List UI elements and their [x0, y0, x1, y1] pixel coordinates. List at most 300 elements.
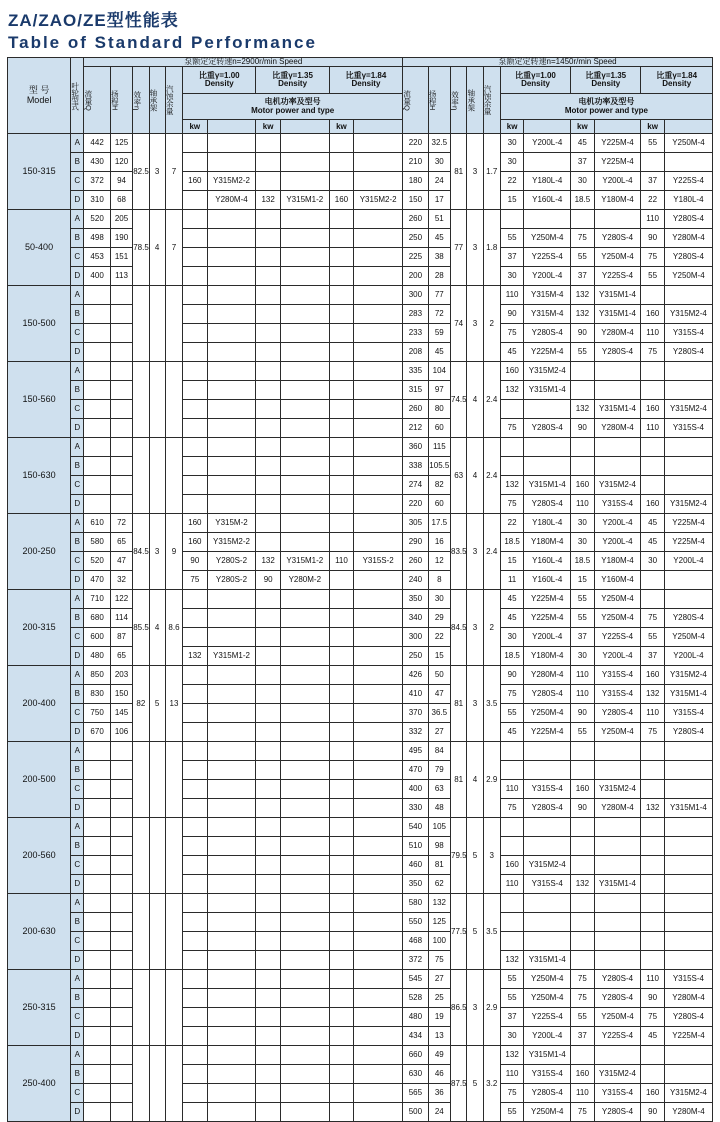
table-body — [8, 134, 713, 1122]
motor-kw-1450-2 — [571, 761, 594, 780]
motor-type-1450-2: Y225S-4 — [594, 267, 641, 286]
motor-type-2900-1 — [207, 704, 256, 723]
motor-kw-2900-1 — [183, 894, 207, 913]
motor-kw-2900-1 — [183, 286, 207, 305]
motor-type-1450-1: Y180M-4 — [524, 533, 571, 552]
npsh-1450: 1.7 — [483, 134, 500, 210]
motor-type-2900-2 — [280, 210, 329, 229]
motor-kw-1450-2: 75 — [571, 229, 594, 248]
capacity-1450: 260 — [403, 552, 428, 571]
capacity-2900 — [84, 305, 110, 324]
motor-type-2900-1 — [207, 1103, 256, 1122]
capacity-2900: 830 — [84, 685, 110, 704]
density-135-2900: 比重γ=1.35 Density — [256, 67, 329, 94]
motor-type-1450-2: Y250M-4 — [594, 590, 641, 609]
motor-type-2900-1: Y280S-2 — [207, 552, 256, 571]
motor-type-2900-2: Y315M1-2 — [280, 191, 329, 210]
table-row — [8, 913, 713, 932]
motor-type-1450-1: Y315M1-4 — [524, 1046, 571, 1065]
motor-type-1450-2: Y315M1-4 — [594, 305, 641, 324]
motor-type-2900-1 — [207, 780, 256, 799]
motor-kw-2900-2 — [256, 609, 280, 628]
motor-type-2900-1 — [207, 1065, 256, 1084]
capacity-2900: 600 — [84, 628, 110, 647]
impeller-cell: A — [71, 210, 84, 229]
motor-type-1450-3 — [664, 742, 712, 761]
motor-type-1450-3 — [664, 362, 712, 381]
motor-kw-1450-2 — [571, 856, 594, 875]
head-2900: 87 — [110, 628, 132, 647]
head-1450: 28 — [428, 267, 450, 286]
motor-type-2900-3 — [354, 913, 403, 932]
efficiency-1450: 81 — [451, 742, 467, 818]
impeller-cell: D — [71, 267, 84, 286]
capacity-1450: 630 — [403, 1065, 428, 1084]
motor-kw-2900-2 — [256, 476, 280, 495]
motor-kw-1450-3: 37 — [641, 172, 664, 191]
motor-type-2900-3 — [354, 400, 403, 419]
motor-kw-2900-3 — [329, 419, 353, 438]
motor-type-1450-3 — [664, 932, 712, 951]
motor-type-1450-1: Y225S-4 — [524, 1008, 571, 1027]
npsh-1450: 2 — [483, 590, 500, 666]
motor-kw-2900-1 — [183, 248, 207, 267]
head-1450: 24 — [428, 1103, 450, 1122]
col-bearing-2900: 轴承架 — [149, 67, 165, 134]
head-1450: 32.5 — [428, 134, 450, 153]
model-cell: 150-630 — [8, 438, 71, 514]
motor-type-2900-2 — [280, 267, 329, 286]
efficiency-1450: 86.5 — [451, 970, 467, 1046]
impeller-cell: C — [71, 476, 84, 495]
motor-type-1450-3: Y225M-4 — [664, 514, 712, 533]
motor-type-2900-3 — [354, 381, 403, 400]
motor-type-1450-2: Y180M-4 — [594, 191, 641, 210]
motor-kw-1450-1: 75 — [500, 1084, 523, 1103]
motor-type-1450-1: Y200L-4 — [524, 267, 571, 286]
motor-kw-1450-2: 90 — [571, 704, 594, 723]
motor-type-2900-1 — [207, 913, 256, 932]
motor-kw-1450-1: 45 — [500, 723, 523, 742]
head-2900 — [110, 1046, 132, 1065]
motor-kw-2900-3 — [329, 172, 353, 191]
impeller-cell: B — [71, 533, 84, 552]
head-2900 — [110, 875, 132, 894]
motor-type-2900-1 — [207, 609, 256, 628]
head-1450: 12 — [428, 552, 450, 571]
motor-type-2900-1 — [207, 248, 256, 267]
impeller-cell: B — [71, 685, 84, 704]
motor-type-1450-3 — [664, 153, 712, 172]
motor-type-2900-2 — [280, 818, 329, 837]
table-row — [8, 267, 713, 286]
motor-type-2900-2 — [280, 666, 329, 685]
efficiency-2900 — [133, 286, 149, 362]
head-1450: 60 — [428, 419, 450, 438]
motor-kw-1450-3: 160 — [641, 305, 664, 324]
motor-type-1450-1: Y250M-4 — [524, 1103, 571, 1122]
motor-type-1450-3 — [664, 438, 712, 457]
motor-kw-1450-3 — [641, 1065, 664, 1084]
npsh-1450: 2.4 — [483, 514, 500, 590]
motor-type-2900-2 — [280, 742, 329, 761]
impeller-cell: C — [71, 400, 84, 419]
head-1450: 27 — [428, 723, 450, 742]
table-row — [8, 704, 713, 723]
model-cell: 150-560 — [8, 362, 71, 438]
motor-kw-1450-2 — [571, 951, 594, 970]
capacity-1450: 180 — [403, 172, 428, 191]
motor-type-2900-2 — [280, 970, 329, 989]
motor-kw-1450-1: 110 — [500, 1065, 523, 1084]
capacity-2900: 580 — [84, 533, 110, 552]
motor-type-2900-1 — [207, 799, 256, 818]
table-row — [8, 286, 713, 305]
motor-type-2900-1 — [207, 875, 256, 894]
motor-type-1450-2 — [594, 742, 641, 761]
impeller-cell: B — [71, 1065, 84, 1084]
capacity-1450: 550 — [403, 913, 428, 932]
motor-kw-2900-1 — [183, 229, 207, 248]
motor-kw-2900-2 — [256, 210, 280, 229]
motor-kw-1450-3: 75 — [641, 248, 664, 267]
motor-kw-1450-3 — [641, 476, 664, 495]
motor-kw-2900-2 — [256, 172, 280, 191]
motor-kw-1450-1: 110 — [500, 780, 523, 799]
motor-type-1450-2: Y180M-4 — [594, 552, 641, 571]
col-capacity-1450: 流量Q — [403, 67, 428, 134]
table-row — [8, 799, 713, 818]
motor-kw-2900-3 — [329, 723, 353, 742]
motor-kw-1450-3: 132 — [641, 685, 664, 704]
efficiency-2900: 85.5 — [133, 590, 149, 666]
motor-type-2900-3 — [354, 666, 403, 685]
impeller-cell: B — [71, 609, 84, 628]
head-2900: 190 — [110, 229, 132, 248]
type-1450-3 — [664, 120, 712, 134]
impeller-cell: A — [71, 286, 84, 305]
motor-type-1450-2: Y280S-4 — [594, 970, 641, 989]
impeller-cell: A — [71, 438, 84, 457]
motor-type-2900-1 — [207, 438, 256, 457]
motor-kw-2900-1 — [183, 457, 207, 476]
motor-kw-1450-3: 132 — [641, 799, 664, 818]
motor-type-2900-2 — [280, 609, 329, 628]
motor-type-1450-3 — [664, 837, 712, 856]
impeller-cell: C — [71, 552, 84, 571]
head-1450: 72 — [428, 305, 450, 324]
motor-type-1450-2: Y200L-4 — [594, 514, 641, 533]
motor-kw-1450-3 — [641, 913, 664, 932]
capacity-1450: 300 — [403, 286, 428, 305]
bearing-2900 — [149, 286, 165, 362]
capacity-2900: 520 — [84, 210, 110, 229]
motor-kw-2900-1 — [183, 628, 207, 647]
motor-kw-1450-2: 55 — [571, 343, 594, 362]
motor-kw-2900-3 — [329, 267, 353, 286]
motor-type-1450-1: Y225M-4 — [524, 609, 571, 628]
capacity-1450: 220 — [403, 495, 428, 514]
motor-type-2900-2 — [280, 533, 329, 552]
motor-kw-1450-1 — [500, 913, 523, 932]
motor-type-2900-1: Y315M1-2 — [207, 647, 256, 666]
density-100-2900: 比重γ=1.00 Density — [183, 67, 256, 94]
motor-type-2900-3 — [354, 647, 403, 666]
motor-type-1450-1: Y280S-4 — [524, 1084, 571, 1103]
motor-type-2900-2 — [280, 153, 329, 172]
motor-kw-1450-1: 75 — [500, 799, 523, 818]
motor-kw-2900-2: 132 — [256, 191, 280, 210]
motor-type-1450-2 — [594, 894, 641, 913]
capacity-1450: 410 — [403, 685, 428, 704]
npsh-1450: 3.5 — [483, 666, 500, 742]
motor-type-2900-2 — [280, 913, 329, 932]
efficiency-2900: 84.5 — [133, 514, 149, 590]
capacity-1450: 580 — [403, 894, 428, 913]
motor-type-2900-2 — [280, 894, 329, 913]
motor-type-1450-3 — [664, 875, 712, 894]
impeller-cell: B — [71, 761, 84, 780]
head-1450: 77 — [428, 286, 450, 305]
motor-type-2900-3 — [354, 286, 403, 305]
head-2900 — [110, 305, 132, 324]
motor-kw-1450-1: 75 — [500, 685, 523, 704]
motor-kw-1450-3: 90 — [641, 989, 664, 1008]
head-1450: 45 — [428, 343, 450, 362]
motor-kw-2900-2 — [256, 514, 280, 533]
table-row — [8, 723, 713, 742]
motor-type-1450-2: Y280S-4 — [594, 1103, 641, 1122]
table-row — [8, 533, 713, 552]
capacity-1450: 150 — [403, 191, 428, 210]
motor-kw-2900-3 — [329, 400, 353, 419]
capacity-1450: 660 — [403, 1046, 428, 1065]
motor-kw-1450-3 — [641, 590, 664, 609]
bearing-2900: 5 — [149, 666, 165, 742]
head-1450: 63 — [428, 780, 450, 799]
table-row — [8, 248, 713, 267]
motor-kw-1450-1: 37 — [500, 1008, 523, 1027]
npsh-2900: 7 — [165, 210, 182, 286]
motor-type-2900-2 — [280, 400, 329, 419]
motor-kw-1450-2: 110 — [571, 685, 594, 704]
head-1450: 115 — [428, 438, 450, 457]
motor-kw-2900-3 — [329, 609, 353, 628]
motor-type-1450-3: Y280S-4 — [664, 343, 712, 362]
table-row — [8, 761, 713, 780]
motor-kw-1450-1: 55 — [500, 970, 523, 989]
motor-type-2900-3: Y315S-2 — [354, 552, 403, 571]
motor-type-2900-2 — [280, 1065, 329, 1084]
col-head-1450: 扬程H — [428, 67, 450, 134]
impeller-cell: A — [71, 818, 84, 837]
motor-type-2900-3 — [354, 970, 403, 989]
motor-kw-2900-3 — [329, 1008, 353, 1027]
motor-type-2900-3 — [354, 229, 403, 248]
table-row — [8, 571, 713, 590]
motor-type-1450-1 — [524, 210, 571, 229]
density-184-1450: 比重γ=1.84 Density — [641, 67, 713, 94]
table-row — [8, 894, 713, 913]
motor-kw-1450-2: 90 — [571, 419, 594, 438]
motor-kw-1450-2 — [571, 894, 594, 913]
capacity-1450: 283 — [403, 305, 428, 324]
capacity-2900: 610 — [84, 514, 110, 533]
impeller-cell: C — [71, 856, 84, 875]
motor-type-2900-2 — [280, 704, 329, 723]
head-1450: 25 — [428, 989, 450, 1008]
motor-kw-1450-3 — [641, 875, 664, 894]
head-1450: 79 — [428, 761, 450, 780]
motor-type-1450-2: Y250M-4 — [594, 248, 641, 267]
motor-type-2900-3 — [354, 989, 403, 1008]
motor-kw-1450-3 — [641, 818, 664, 837]
motor-type-1450-2: Y280M-4 — [594, 324, 641, 343]
motor-type-2900-1 — [207, 951, 256, 970]
bearing-2900 — [149, 894, 165, 970]
motor-type-1450-1 — [524, 761, 571, 780]
bearing-1450: 5 — [467, 894, 483, 970]
head-1450: 30 — [428, 153, 450, 172]
motor-type-1450-3: Y200L-4 — [664, 647, 712, 666]
motor-type-1450-1 — [524, 932, 571, 951]
motor-kw-1450-3 — [641, 153, 664, 172]
efficiency-2900 — [133, 1046, 149, 1122]
motor-kw-2900-3 — [329, 571, 353, 590]
motor-type-1450-3: Y225M-4 — [664, 1027, 712, 1046]
motor-type-1450-3 — [664, 856, 712, 875]
capacity-1450: 208 — [403, 343, 428, 362]
motor-type-2900-2 — [280, 856, 329, 875]
motor-kw-2900-2 — [256, 913, 280, 932]
motor-type-1450-1: Y315M1-4 — [524, 951, 571, 970]
motor-kw-1450-1: 37 — [500, 248, 523, 267]
table-row — [8, 324, 713, 343]
impeller-cell: D — [71, 419, 84, 438]
motor-type-2900-3 — [354, 742, 403, 761]
efficiency-2900 — [133, 818, 149, 894]
motor-kw-1450-3 — [641, 457, 664, 476]
type-1450-2 — [594, 120, 641, 134]
motor-type-1450-2: Y225M-4 — [594, 134, 641, 153]
motor-kw-2900-1 — [183, 438, 207, 457]
motor-type-1450-1 — [524, 153, 571, 172]
motor-kw-1450-3: 160 — [641, 495, 664, 514]
model-cell: 150-500 — [8, 286, 71, 362]
motor-kw-2900-1 — [183, 742, 207, 761]
motor-type-2900-2 — [280, 1084, 329, 1103]
capacity-1450: 290 — [403, 533, 428, 552]
motor-type-2900-1 — [207, 476, 256, 495]
efficiency-1450: 79.5 — [451, 818, 467, 894]
capacity-2900: 310 — [84, 191, 110, 210]
motor-type-1450-2: Y225S-4 — [594, 628, 641, 647]
table-row — [8, 685, 713, 704]
motor-kw-2900-2 — [256, 590, 280, 609]
motor-kw-1450-1: 90 — [500, 305, 523, 324]
impeller-cell: C — [71, 780, 84, 799]
motor-type-1450-1: Y200L-4 — [524, 134, 571, 153]
head-2900: 125 — [110, 134, 132, 153]
motor-kw-2900-1 — [183, 1046, 207, 1065]
motor-type-1450-2: Y225M-4 — [594, 153, 641, 172]
motor-kw-1450-3: 45 — [641, 1027, 664, 1046]
motor-type-2900-3 — [354, 533, 403, 552]
capacity-1450: 545 — [403, 970, 428, 989]
motor-kw-2900-2 — [256, 495, 280, 514]
head-2900 — [110, 761, 132, 780]
efficiency-2900 — [133, 970, 149, 1046]
motor-type-1450-1: Y160L-4 — [524, 571, 571, 590]
capacity-1450: 338 — [403, 457, 428, 476]
motor-kw-2900-2 — [256, 894, 280, 913]
table-row — [8, 191, 713, 210]
npsh-1450: 2.9 — [483, 742, 500, 818]
capacity-2900 — [84, 1008, 110, 1027]
motor-type-2900-2 — [280, 172, 329, 191]
motor-kw-1450-3 — [641, 362, 664, 381]
capacity-2900 — [84, 837, 110, 856]
motor-kw-1450-1: 55 — [500, 704, 523, 723]
motor-type-1450-1: Y180L-4 — [524, 514, 571, 533]
capacity-2900 — [84, 970, 110, 989]
motor-type-1450-2 — [594, 457, 641, 476]
motor-kw-1450-1: 132 — [500, 1046, 523, 1065]
motor-kw-2900-3 — [329, 229, 353, 248]
bearing-1450: 3 — [467, 286, 483, 362]
motor-type-1450-3 — [664, 913, 712, 932]
motor-kw-1450-2: 132 — [571, 286, 594, 305]
motor-kw-1450-2: 132 — [571, 305, 594, 324]
motor-type-2900-2 — [280, 381, 329, 400]
motor-kw-2900-1 — [183, 476, 207, 495]
motor-kw-1450-3: 75 — [641, 343, 664, 362]
motor-kw-2900-3 — [329, 1103, 353, 1122]
capacity-2900 — [84, 913, 110, 932]
head-1450: 22 — [428, 628, 450, 647]
motor-type-1450-1 — [524, 742, 571, 761]
motor-kw-1450-3: 110 — [641, 419, 664, 438]
motor-type-2900-3 — [354, 172, 403, 191]
efficiency-1450: 74 — [451, 286, 467, 362]
motor-type-2900-3 — [354, 1065, 403, 1084]
motor-type-1450-2: Y280S-4 — [594, 704, 641, 723]
head-2900: 47 — [110, 552, 132, 571]
motor-kw-2900-3 — [329, 590, 353, 609]
table-row — [8, 590, 713, 609]
motor-kw-2900-3 — [329, 438, 353, 457]
head-2900 — [110, 381, 132, 400]
col-efficiency-1450: 效率η — [451, 67, 467, 134]
motor-kw-1450-2 — [571, 381, 594, 400]
motor-type-2900-3 — [354, 362, 403, 381]
motor-type-2900-3 — [354, 134, 403, 153]
impeller-cell: B — [71, 229, 84, 248]
head-1450: 60 — [428, 495, 450, 514]
impeller-cell: A — [71, 742, 84, 761]
capacity-2900 — [84, 1103, 110, 1122]
capacity-2900 — [84, 1065, 110, 1084]
motor-kw-2900-2 — [256, 1008, 280, 1027]
motor-type-1450-3: Y315S-4 — [664, 419, 712, 438]
motor-kw-1450-1 — [500, 894, 523, 913]
motor-type-2900-2 — [280, 134, 329, 153]
motor-kw-1450-3: 160 — [641, 400, 664, 419]
motor-type-2900-1 — [207, 932, 256, 951]
motor-type-2900-3 — [354, 1008, 403, 1027]
table-row — [8, 856, 713, 875]
table-row — [8, 134, 713, 153]
